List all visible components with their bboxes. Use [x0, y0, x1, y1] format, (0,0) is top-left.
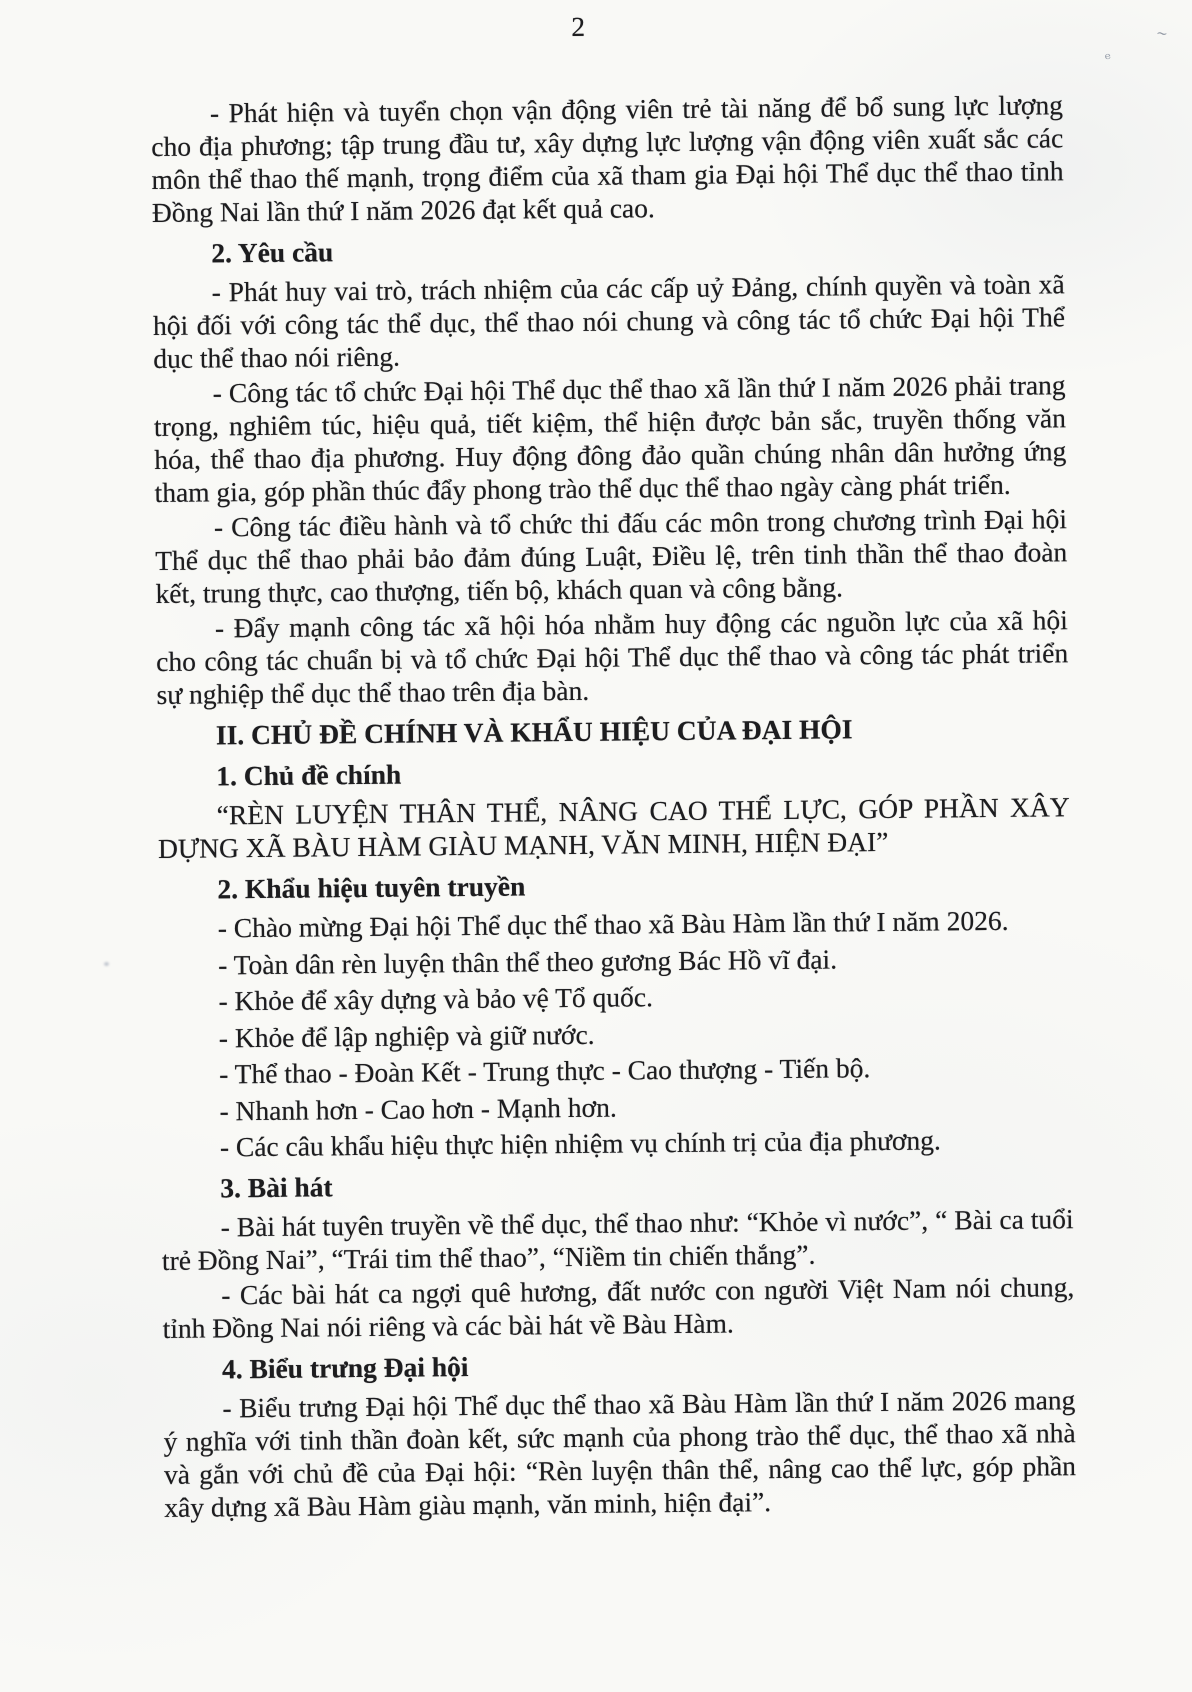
slogan: - Khỏe để xây dựng và bảo vệ Tổ quốc. [218, 981, 654, 1017]
slogan: - Chào mừng Đại hội Thể dục thể thao xã Bàu Hàm lần thứ I năm 2026. [217, 904, 1009, 944]
section-heading: 3. Bài hát [220, 1171, 333, 1204]
theme: “RÈN LUYỆN THÂN THỂ, NÂNG CAO THỂ LỰC, GÓP PHẦN XÂY DỰNG XÃ BÀU HÀM GIÀU MẠNH, VĂN MINH, HIỆN ĐẠI” [157, 791, 1070, 864]
paragraph: - Đẩy mạnh công tác xã hội hóa nhằm huy động các nguồn lực của xã hội cho công tác chuẩn bị và tổ chức Đại hội Thể dục thể thao và công tác phát triển sự nghiệp thể dục thể thao trên địa bàn. [156, 604, 1069, 710]
document-blocks [151, 88, 1077, 1524]
scan-speck-curl: ₑ [1101, 43, 1113, 65]
section-heading: 4. Biểu trưng Đại hội [221, 1351, 469, 1385]
section-heading: 2. Khẩu hiệu tuyên truyền [217, 870, 526, 905]
paragraph: - Bài hát tuyên truyền về thể dục, thể thao như: “Khỏe vì nước”, “ Bài ca tuổi trẻ Đồng Nai”, “Trái tim thể thao”, “Niềm tin chiến thắng”. [161, 1203, 1074, 1276]
slogan: - Toàn dân rèn luyện thân thể theo gương Bác Hồ vĩ đại. [217, 942, 838, 980]
paragraph: - Công tác điều hành và tổ chức thi đấu các môn trong chương trình Đại hội Thể dục thể thao phải bảo đảm đúng Luật, Điều lệ, trên tinh thần thể thao đoàn kết, trung thực, cao thượng, tiến bộ, khách quan và công bằng. [155, 503, 1068, 609]
slogan: - Thể thao - Đoàn Kết - Trung thực - Cao thượng - Tiến bộ. [219, 1052, 871, 1090]
page-number: 2 [571, 10, 586, 42]
paragraph: - Biểu trưng Đại hội Thể dục thể thao xã Bàu Hàm lần thứ I năm 2026 mang ý nghĩa với tinh thần đoàn kết, sức mạnh của phong trào thể dục, thể thao xã nhà và gắn với chủ đề của Đại hội: “Rèn luyện thân thể, nâng cao thể lực, góp phần xây dựng xã Bàu Hàm giàu mạnh, văn minh, hiện đại”. [163, 1384, 1077, 1523]
page-text-block [150, 5, 1076, 1524]
slogan: - Nhanh hơn - Cao hơn - Mạnh hơn. [219, 1091, 617, 1126]
paragraph: - Phát hiện và tuyển chọn vận động viên trẻ tài năng để bổ sung lực lượng cho địa phương; tập trung đầu tư, xây dựng lực lượng vận động viên xuất sắc các môn thể thao thế mạnh, trọng điểm của xã tham gia Đại hội Thể dục thể thao tỉnh Đồng Nai lần thứ I năm 2026 đạt kết quả cao. [151, 89, 1064, 228]
paragraph: - Phát huy vai trò, trách nhiệm của các cấp uỷ Đảng, chính quyền và toàn xã hội đối với công tác thể dục, thể thao nói chung và công tác tổ chức Đại hội Thể dục thể thao nói riêng. [152, 268, 1066, 374]
section-heading: 1. Chủ đề chính [216, 758, 402, 792]
paragraph: - Công tác tổ chức Đại hội Thể dục thể thao xã lần thứ I năm 2026 phải trang trọng, nghiêm túc, hiệu quả, tiết kiệm, thể hiện được bản sắc, truyền thống văn hóa, thể thao địa phương. Huy động đông đảo quần chúng nhân dân hưởng ứng tham gia, góp phần thúc đẩy phong trào thể dục thể thao ngày càng phát triển. [153, 369, 1067, 508]
slogan: - Các câu khẩu hiệu thực hiện nhiệm vụ chính trị của địa phương. [219, 1124, 941, 1163]
paragraph: - Các bài hát ca ngợi quê hương, đất nước con người Việt Nam nói chung, tỉnh Đồng Nai nói riêng và các bài hát về Bàu Hàm. [162, 1271, 1075, 1344]
scan-speck-dot [104, 962, 109, 966]
section-heading: II. CHỦ ĐỀ CHÍNH VÀ KHẨU HIỆU CỦA ĐẠI HỘI [215, 713, 853, 751]
slogan: - Khỏe để lập nghiệp và giữ nước. [218, 1018, 595, 1053]
section-heading: 2. Yêu cầu [211, 236, 334, 269]
scan-speck-tick: ~ [1154, 25, 1169, 43]
